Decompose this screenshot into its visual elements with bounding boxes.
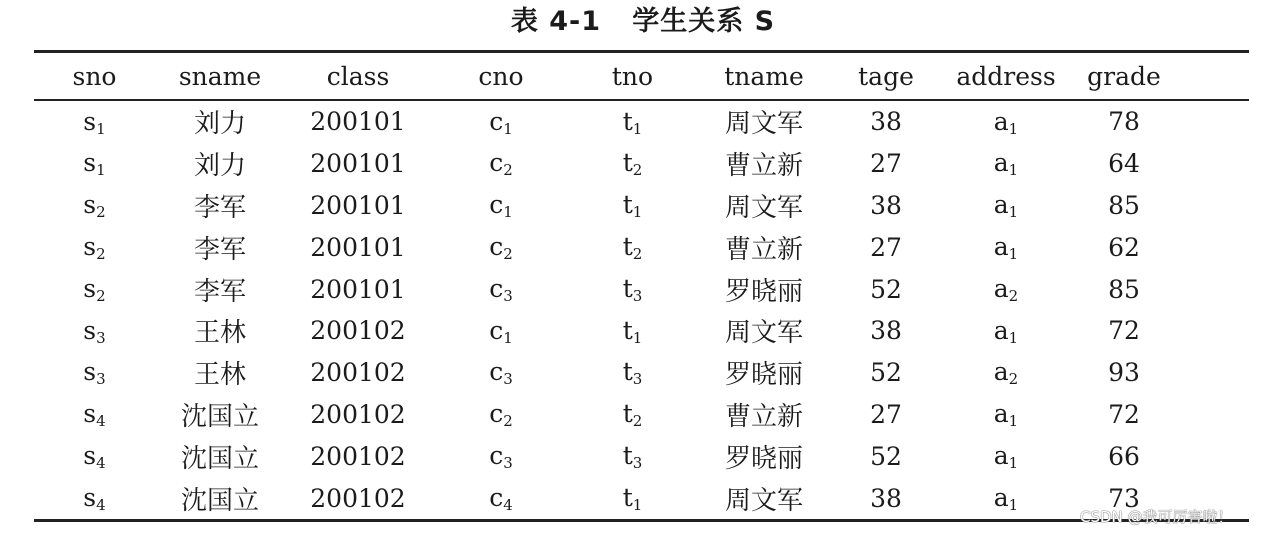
cell-cno	[431, 435, 571, 477]
cell-sname: 沈国立	[180, 401, 259, 432]
cell-sno	[34, 394, 155, 436]
cell-grade: 72	[1108, 399, 1140, 429]
cell-address	[938, 435, 1074, 477]
cell-address-base: a	[993, 357, 1009, 387]
cell-address	[938, 477, 1074, 520]
cell-tno	[571, 185, 694, 227]
cell-tno-subscript: 3	[632, 286, 643, 305]
cell-grade: 64	[1108, 149, 1140, 179]
cell-tname: 曹立新	[724, 151, 803, 182]
cell-cno-base: c	[489, 273, 504, 303]
table-row	[34, 100, 1249, 143]
cell-sno-base: s	[83, 148, 97, 178]
cell-address-subscript: 1	[1008, 328, 1019, 347]
cell-tno-base: t	[622, 315, 633, 345]
column-header-cno: cno	[431, 52, 571, 101]
cell-tno-base: t	[622, 482, 633, 512]
cell-sno-subscript: 2	[96, 202, 106, 221]
cell-sname: 王林	[193, 360, 246, 391]
cell-sname: 沈国立	[180, 443, 259, 474]
cell-class: 200101	[310, 149, 406, 179]
cell-sno-base: s	[83, 106, 97, 136]
cell-address-base: a	[993, 273, 1009, 303]
cell-grade: 72	[1108, 316, 1140, 346]
cell-grade: 93	[1108, 358, 1140, 388]
cell-cno	[431, 268, 571, 310]
cell-tno-subscript: 3	[632, 370, 643, 389]
cell-cno	[431, 100, 571, 143]
table-row	[34, 477, 1249, 520]
cell-sno-base: s	[83, 440, 97, 470]
table-body	[34, 100, 1249, 520]
cell-tno-base: t	[622, 148, 633, 178]
cell-tno-subscript: 1	[632, 202, 643, 221]
cell-tno-subscript: 1	[632, 328, 643, 347]
cell-sno-subscript: 2	[96, 244, 106, 263]
table-row	[34, 352, 1249, 394]
cell-tname: 罗晓丽	[724, 443, 803, 474]
student-relation-table	[34, 50, 1249, 522]
cell-cno-base: c	[489, 482, 504, 512]
column-header-sname: sname	[155, 52, 285, 101]
cell-sname: 李军	[193, 276, 246, 307]
cell-tno-base: t	[622, 106, 633, 136]
cell-cno-subscript: 3	[503, 286, 513, 305]
cell-tage: 27	[870, 149, 902, 179]
cell-sno-base: s	[83, 399, 97, 429]
cell-tname: 曹立新	[724, 401, 803, 432]
cell-class: 200101	[310, 107, 406, 137]
cell-tno-base: t	[622, 440, 633, 470]
cell-cno-subscript: 3	[503, 453, 513, 472]
cell-address-subscript: 1	[1008, 202, 1019, 221]
cell-address-base: a	[993, 231, 1009, 261]
cell-sno-subscript: 1	[96, 161, 106, 180]
cell-cno	[431, 226, 571, 268]
cell-tno-subscript: 1	[632, 119, 643, 138]
cell-cno-subscript: 2	[503, 161, 513, 180]
cell-sno-base: s	[83, 190, 97, 220]
column-header-tage: tage	[834, 52, 938, 101]
cell-tage: 27	[870, 399, 902, 429]
cell-sno-base: s	[83, 273, 97, 303]
cell-cno-subscript: 1	[503, 202, 513, 221]
cell-sno	[34, 352, 155, 394]
cell-sno	[34, 268, 155, 310]
relation-table-container	[34, 50, 1249, 522]
cell-tno	[571, 477, 694, 520]
cell-tage: 38	[870, 190, 902, 220]
cell-address-base: a	[993, 399, 1009, 429]
column-header-sno: sno	[34, 52, 155, 101]
cell-sno-base: s	[83, 482, 97, 512]
cell-address-base: a	[993, 315, 1009, 345]
cell-sno-base: s	[83, 357, 97, 387]
cell-tname: 周文军	[724, 109, 803, 140]
cell-address	[938, 100, 1074, 143]
cell-cno-base: c	[489, 399, 504, 429]
cell-class: 200102	[310, 399, 406, 429]
cell-tname: 罗晓丽	[724, 360, 803, 391]
cell-sno-subscript: 3	[96, 328, 106, 347]
cell-sno	[34, 226, 155, 268]
cell-sno	[34, 435, 155, 477]
row-spacer	[1174, 435, 1249, 477]
cell-sname: 李军	[193, 234, 246, 265]
cell-address	[938, 268, 1074, 310]
cell-tname: 罗晓丽	[724, 276, 803, 307]
table-row	[34, 143, 1249, 185]
cell-class: 200102	[285, 477, 431, 520]
row-spacer	[1174, 310, 1249, 352]
cell-sname: 李军	[193, 192, 246, 223]
cell-cno-base: c	[489, 315, 504, 345]
header-row	[34, 52, 1249, 101]
cell-cno	[431, 310, 571, 352]
row-spacer	[1174, 268, 1249, 310]
cell-cno	[431, 352, 571, 394]
cell-cno	[431, 394, 571, 436]
cell-tno-base: t	[622, 190, 633, 220]
cell-tno-subscript: 1	[632, 495, 643, 514]
cell-cno-subscript: 2	[503, 244, 513, 263]
cell-tage: 52	[870, 358, 902, 388]
row-spacer	[1174, 352, 1249, 394]
cell-tno-base: t	[622, 273, 633, 303]
cell-address-base: a	[993, 106, 1009, 136]
row-spacer	[1174, 143, 1249, 185]
cell-address-subscript: 2	[1008, 286, 1019, 305]
cell-cno-subscript: 2	[503, 411, 513, 430]
cell-sno	[34, 477, 155, 520]
cell-address-subscript: 2	[1008, 370, 1019, 389]
cell-tname: 曹立新	[724, 234, 803, 265]
cell-tno	[571, 100, 694, 143]
cell-tno	[571, 143, 694, 185]
cell-sno-base: s	[83, 231, 97, 261]
cell-address	[938, 310, 1074, 352]
cell-sname: 沈国立	[155, 477, 285, 520]
cell-address	[938, 226, 1074, 268]
cell-address	[938, 394, 1074, 436]
cell-tage: 27	[870, 232, 902, 262]
cell-sno	[34, 100, 155, 143]
cell-cno-base: c	[489, 357, 504, 387]
column-header-address: address	[938, 52, 1074, 101]
cell-address-base: a	[993, 190, 1009, 220]
cell-sno	[34, 143, 155, 185]
cell-cno	[431, 185, 571, 227]
cell-cno-base: c	[489, 231, 504, 261]
cell-tno	[571, 394, 694, 436]
table-caption: 表 4-1 学生关系 S	[510, 6, 776, 37]
cell-sno-base: s	[83, 315, 97, 345]
header-spacer	[1174, 52, 1249, 101]
cell-tname: 周文军	[694, 477, 834, 520]
cell-sname: 刘力	[193, 151, 246, 182]
cell-tno-base: t	[622, 399, 633, 429]
cell-address-subscript: 1	[1008, 161, 1019, 180]
cell-address-base: a	[993, 482, 1009, 512]
cell-sno-subscript: 1	[96, 119, 106, 138]
cell-tage: 52	[870, 274, 902, 304]
cell-class: 200102	[310, 358, 406, 388]
cell-cno-subscript: 3	[503, 370, 513, 389]
cell-sno-subscript: 4	[96, 495, 106, 514]
cell-tno-base: t	[622, 231, 633, 261]
cell-grade: 85	[1108, 190, 1140, 220]
table-row	[34, 435, 1249, 477]
cell-class: 200102	[310, 441, 406, 471]
cell-tno-base: t	[622, 357, 633, 387]
column-header-grade: grade	[1074, 52, 1174, 101]
cell-cno-subscript: 4	[503, 495, 513, 514]
row-spacer	[1174, 100, 1249, 143]
cell-tno	[571, 226, 694, 268]
cell-cno-subscript: 1	[503, 119, 513, 138]
cell-cno-subscript: 1	[503, 328, 513, 347]
cell-address-subscript: 1	[1008, 411, 1019, 430]
cell-tage: 38	[834, 477, 938, 520]
cell-address-subscript: 1	[1008, 453, 1019, 472]
cell-sname: 刘力	[193, 109, 246, 140]
cell-tno	[571, 310, 694, 352]
cell-tname: 周文军	[724, 192, 803, 223]
cell-tno-subscript: 3	[632, 453, 643, 472]
cell-tage: 38	[870, 107, 902, 137]
table-row	[34, 226, 1249, 268]
cell-address-base: a	[993, 148, 1009, 178]
cell-grade: 85	[1108, 274, 1140, 304]
column-header-tno: tno	[571, 52, 694, 101]
cell-tname: 周文军	[724, 318, 803, 349]
cell-grade: 66	[1108, 441, 1140, 471]
watermark: CSDN @我可厉害啦！	[1080, 508, 1233, 526]
cell-sname: 王林	[193, 318, 246, 349]
cell-tno	[571, 268, 694, 310]
cell-class: 200101	[310, 190, 406, 220]
cell-cno	[431, 477, 571, 520]
cell-cno-base: c	[489, 190, 504, 220]
table-row	[34, 394, 1249, 436]
cell-address-subscript: 1	[1008, 495, 1019, 514]
cell-cno	[431, 143, 571, 185]
cell-tno-subscript: 2	[632, 411, 643, 430]
cell-grade: 62	[1108, 232, 1140, 262]
column-header-class: class	[285, 52, 431, 101]
cell-sno	[34, 185, 155, 227]
cell-address-subscript: 1	[1008, 244, 1019, 263]
row-spacer	[1174, 394, 1249, 436]
cell-cno-base: c	[489, 440, 504, 470]
cell-sno-subscript: 3	[96, 370, 106, 389]
cell-sno	[34, 310, 155, 352]
cell-tage: 52	[870, 441, 902, 471]
cell-sno-subscript: 4	[96, 453, 106, 472]
cell-grade: 73	[1074, 477, 1174, 520]
cell-tno	[571, 435, 694, 477]
cell-class: 200101	[310, 232, 406, 262]
row-spacer	[1174, 185, 1249, 227]
cell-tno	[571, 352, 694, 394]
cell-tno-subscript: 2	[632, 244, 643, 263]
cell-address	[938, 352, 1074, 394]
cell-cno-base: c	[489, 106, 504, 136]
cell-cno-base: c	[489, 148, 504, 178]
cell-address-subscript: 1	[1008, 119, 1019, 138]
column-header-tname: tname	[694, 52, 834, 101]
cell-class: 200102	[310, 316, 406, 346]
cell-tage: 38	[870, 316, 902, 346]
cell-address-base: a	[993, 440, 1009, 470]
table-row	[34, 310, 1249, 352]
cell-sno-subscript: 2	[96, 286, 106, 305]
cell-grade: 78	[1108, 107, 1140, 137]
table-row	[34, 185, 1249, 227]
cell-sno-subscript: 4	[96, 411, 106, 430]
cell-address	[938, 185, 1074, 227]
row-spacer	[1174, 226, 1249, 268]
table-row	[34, 268, 1249, 310]
cell-address	[938, 143, 1074, 185]
cell-tno-subscript: 2	[632, 161, 643, 180]
cell-class: 200101	[310, 274, 406, 304]
